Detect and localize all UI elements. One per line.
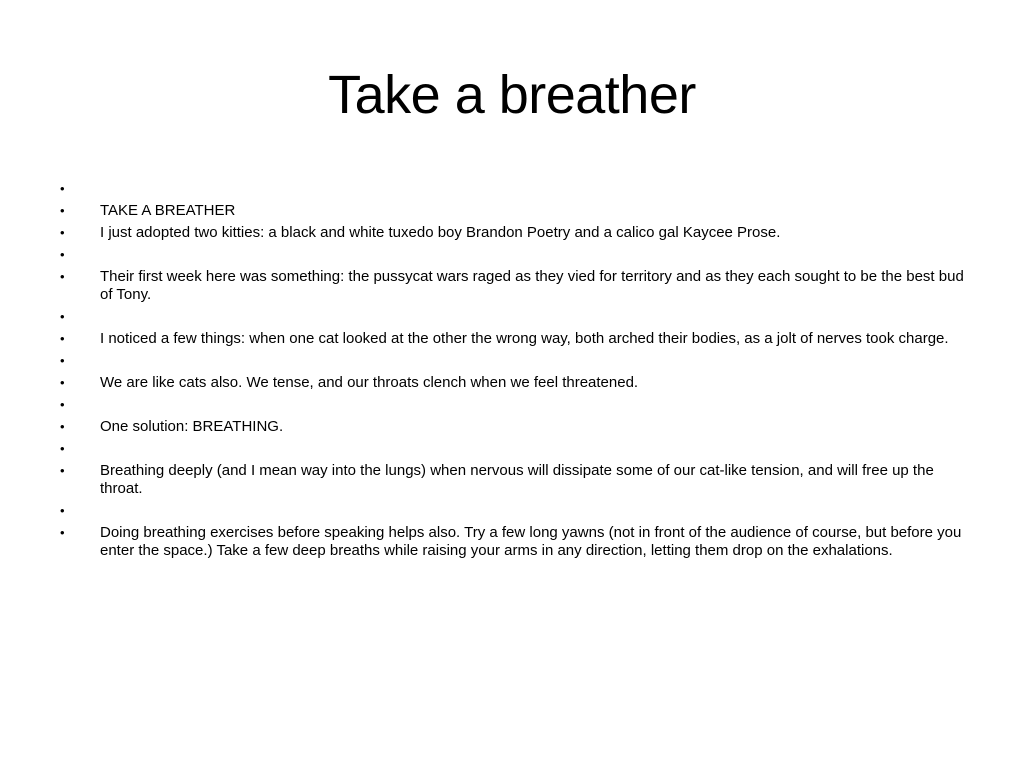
bullet-text: Doing breathing exercises before speaking helps also. Try a few long yawns (not in front of the audience of course, but before you enter the space.) Take a few deep breaths while raising your arms in any direction, letting them drop on the exhalations. — [100, 524, 962, 559]
list-item — [58, 224, 968, 242]
bullet-text: I noticed a few things: when one cat looked at the other the wrong way, both arched their bodies, as a jolt of nerves took charge. — [100, 330, 949, 347]
bullet-icon: • — [60, 353, 65, 368]
bullet-list — [58, 180, 968, 564]
bullet-icon: • — [60, 269, 65, 284]
bullet-icon: • — [60, 375, 65, 390]
bullet-icon: • — [60, 181, 65, 196]
list-item — [58, 308, 968, 326]
list-item — [58, 524, 968, 560]
list-item — [58, 440, 968, 458]
bullet-icon: • — [60, 503, 65, 518]
bullet-icon: • — [60, 309, 65, 324]
bullet-icon: • — [60, 225, 65, 240]
bullet-icon: • — [60, 331, 65, 346]
list-item — [58, 268, 968, 304]
bullet-icon: • — [60, 397, 65, 412]
bullet-icon: • — [60, 419, 65, 434]
list-item — [58, 202, 968, 220]
list-item — [58, 396, 968, 414]
list-item — [58, 180, 968, 198]
list-item — [58, 462, 968, 498]
list-item — [58, 246, 968, 264]
bullet-text: Breathing deeply (and I mean way into the lungs) when nervous will dissipate some of our cat-like tension, and will free up the throat. — [100, 462, 934, 497]
bullet-icon: • — [60, 525, 65, 540]
bullet-text: I just adopted two kitties: a black and white tuxedo boy Brandon Poetry and a calico gal Kaycee Prose. — [100, 224, 781, 241]
bullet-icon: • — [60, 203, 65, 218]
list-item — [58, 502, 968, 520]
list-item — [58, 352, 968, 370]
slide-title: Take a breather — [328, 65, 696, 125]
bullet-text: We are like cats also. We tense, and our throats clench when we feel threatened. — [100, 374, 639, 391]
bullet-icon: • — [60, 463, 65, 478]
list-item — [58, 418, 968, 436]
bullet-text: TAKE A BREATHER — [100, 202, 236, 219]
list-item — [58, 330, 968, 348]
bullet-icon: • — [60, 247, 65, 262]
bullet-icon: • — [60, 441, 65, 456]
list-item — [58, 374, 968, 392]
bullet-text: Their first week here was something: the pussycat wars raged as they vied for territory and as they each sought to be the best bud of Tony. — [100, 268, 964, 303]
bullet-text: One solution: BREATHING. — [100, 418, 284, 435]
